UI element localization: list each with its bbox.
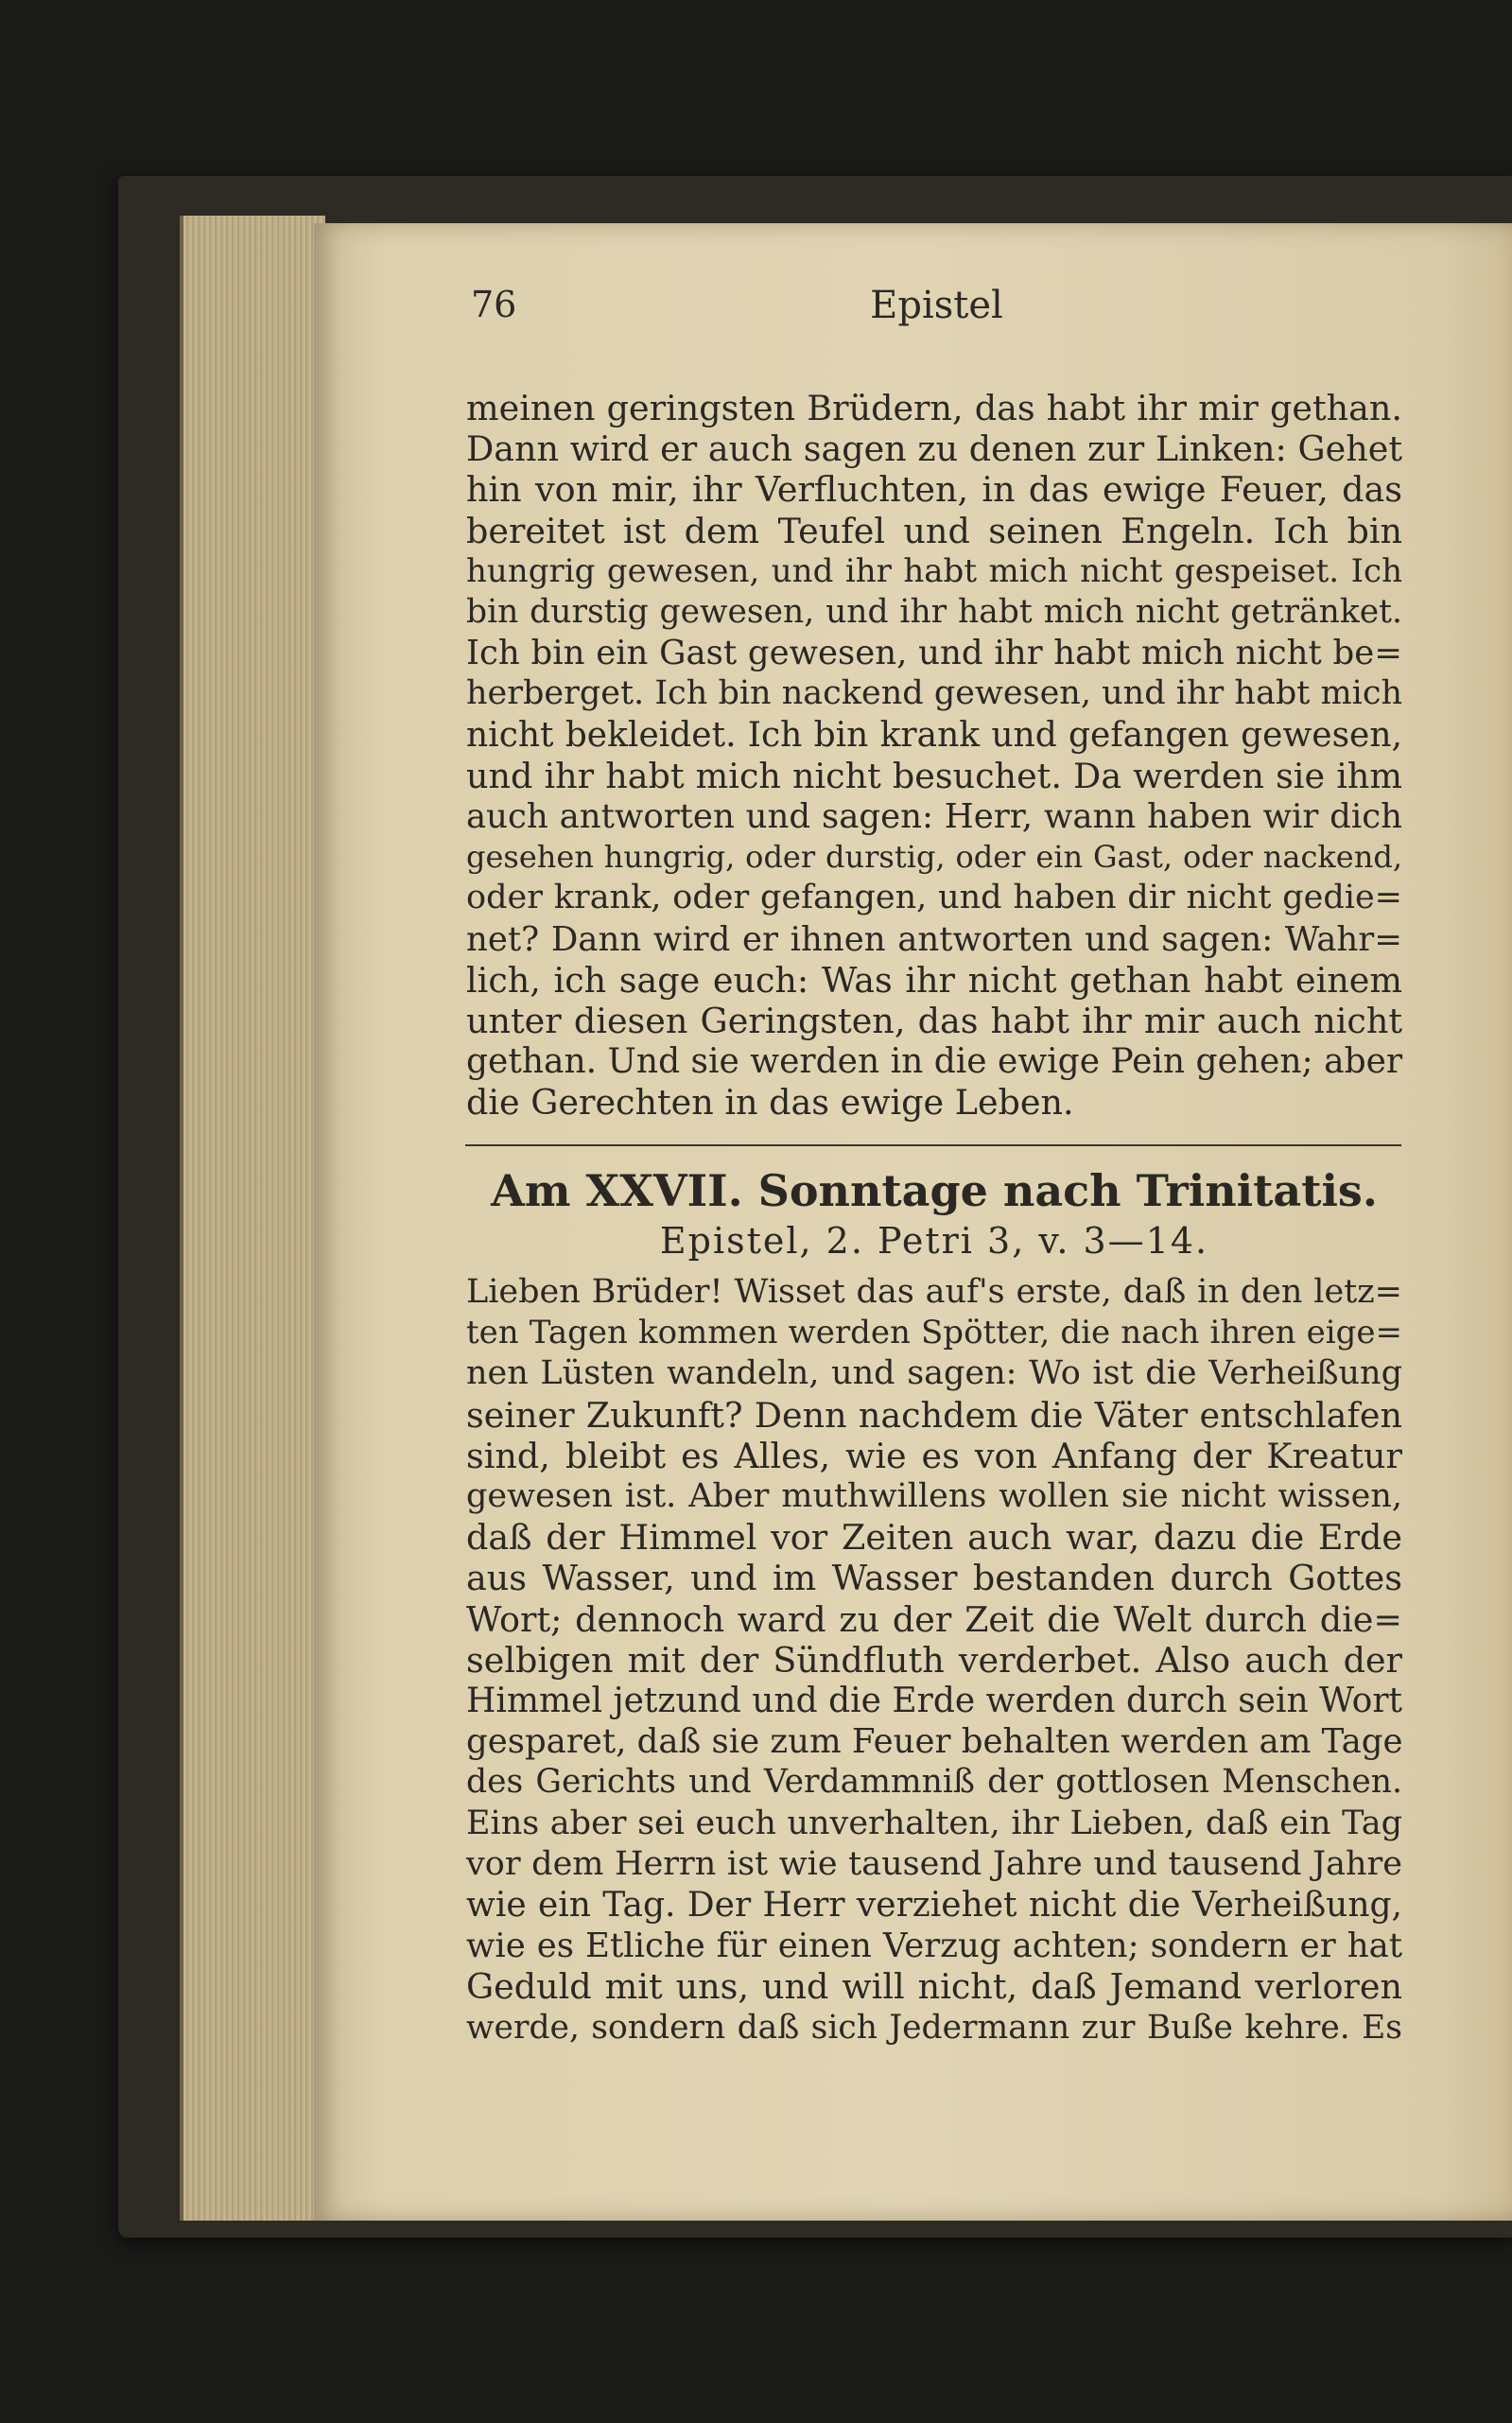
text-line: bereitet ist dem Teufel und seinen Engeln. Ich bin — [466, 510, 1402, 551]
text-line: nicht bekleidet. Ich bin krank und gefangen gewesen, — [466, 715, 1402, 755]
text-line: auch antworten und sagen: Herr, wann haben wir dich — [466, 797, 1402, 837]
text-line: wie es Etliche für einen Verzug achten; sondern er hat — [466, 1926, 1402, 1966]
text-line: werde, sondern daß sich Jedermann zur Buße kehre. Es — [466, 2008, 1402, 2047]
text-line: bin durstig gewesen, und ihr habt mich nicht getränket. — [466, 593, 1402, 632]
text-line: Geduld mit uns, und will nicht, daß Jemand verloren — [466, 1966, 1402, 2008]
text-line: sind, bleibt es Alles, wie es von Anfang der Kreatur — [466, 1435, 1402, 1476]
section-divider — [465, 1144, 1401, 1146]
text-line: Himmel jetzund und die Erde werden durch sein Wort — [466, 1682, 1403, 1721]
text-line: selbigen mit der Sündfluth verderbet. Also auch der — [466, 1639, 1402, 1681]
text-line: daß der Himmel vor Zeiten auch war, dazu die Erde — [466, 1517, 1402, 1559]
page-number: 76 — [471, 284, 517, 325]
text-line: wie ein Tag. Der Herr verziehet nicht die Verheißung, — [466, 1886, 1402, 1926]
text-line: Ich bin ein Gast gewesen, und ihr habt mich nicht be= — [466, 634, 1402, 673]
section-title: Am XXVII. Sonntage nach Trinitatis. — [491, 1165, 1378, 1216]
page-edges — [180, 216, 325, 2221]
text-line: meinen geringsten Brüdern, das habt ihr mir gethan. — [466, 388, 1402, 428]
text-line: Lieben Brüder! Wisset das auf's erste, daß in den letz= — [466, 1273, 1402, 1311]
text-line: nen Lüsten wandeln, und sagen: Wo ist die Verheißung — [466, 1354, 1402, 1393]
text-line: hin von mir, ihr Verfluchten, in das ewige Feuer, das — [466, 469, 1402, 511]
text-line: gesehen hungrig, oder durstig, oder ein Gast, oder nackend, — [466, 839, 1402, 876]
running-title: Epistel — [870, 284, 1003, 327]
text-line: Dann wird er auch sagen zu denen zur Linken: Gehet — [466, 428, 1402, 470]
text-line: unter diesen Geringsten, das habt ihr mir auch nicht — [466, 1001, 1402, 1042]
text-line: des Gerichts und Verdammniß der gottlosen Menschen. — [466, 1763, 1402, 1802]
text-line: Wort; dennoch ward zu der Zeit die Welt durch die= — [466, 1598, 1402, 1640]
text-line: hungrig gewesen, und ihr habt mich nicht gespeiset. Ich — [466, 551, 1402, 590]
text-line: gewesen ist. Aber muthwillens wollen sie nicht wissen, — [466, 1477, 1402, 1516]
text-line: ten Tagen kommen werden Spötter, die nach ihren eige= — [466, 1314, 1402, 1352]
text-line: net? Dann wird er ihnen antworten und sagen: Wahr= — [466, 919, 1402, 959]
text-line: herberget. Ich bin nackend gewesen, und ihr habt mich — [466, 674, 1402, 713]
text-line: und ihr habt mich nicht besuchet. Da werden sie ihm — [466, 755, 1402, 796]
text-line: vor dem Herrn ist wie tausend Jahre und tausend Jahre — [466, 1844, 1402, 1883]
text-line: Eins aber sei euch unverhalten, ihr Lieben, daß ein Tag — [466, 1804, 1402, 1842]
page-header — [471, 284, 1402, 340]
text-line: gethan. Und sie werden in die ewige Pein gehen; aber — [466, 1042, 1403, 1082]
text-line: lich, ich sage euch: Was ihr nicht gethan habt einem — [466, 959, 1402, 1001]
section2-text — [466, 1272, 1402, 2048]
section-subtitle: Epistel, 2. Petri 3, v. 3—14. — [659, 1220, 1209, 1262]
text-line: aus Wasser, und im Wasser bestanden durch Gottes — [466, 1558, 1402, 1599]
text-line: gesparet, daß sie zum Feuer behalten werden am Tage — [466, 1722, 1403, 1762]
text-line: seiner Zukunft? Denn nachdem die Väter entschlafen — [466, 1394, 1402, 1436]
text-line: oder krank, oder gefangen, und haben dir nicht gedie= — [466, 879, 1402, 917]
section1-text — [466, 388, 1402, 1124]
text-line: die Gerechten in das ewige Leben. — [466, 1082, 1074, 1124]
